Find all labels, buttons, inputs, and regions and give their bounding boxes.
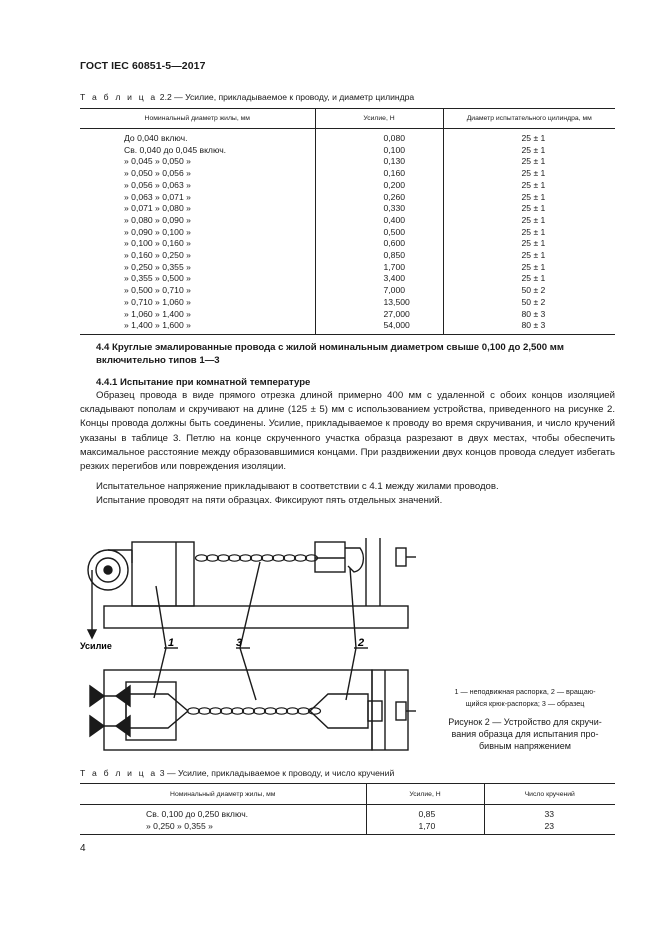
cell-force: 3,400: [315, 273, 443, 285]
wire-link: [262, 555, 274, 561]
wire-link: [298, 708, 310, 714]
cell-diameter: » 1,060 » 1,400 »: [124, 308, 191, 319]
table-header-row: [80, 784, 615, 805]
cell-force: 0,080: [315, 129, 443, 145]
legend-line-1: 1 — неподвижная распорка, 2 — вращаю-: [454, 687, 596, 696]
caption-line-1: Рисунок 2 — Устройство для скручи-: [448, 717, 602, 727]
fixed-spacer-tip: [126, 694, 188, 728]
table-row: [80, 192, 615, 204]
wire-link: [295, 555, 307, 561]
column-header-force: Усилие, Н: [366, 784, 484, 805]
wire-link: [232, 708, 244, 714]
cell-value: 25 ± 1: [443, 203, 615, 215]
cell-diameter: » 0,500 » 0,710 »: [124, 285, 191, 296]
table-row: [80, 250, 615, 262]
table-row: [80, 297, 615, 309]
table-row: [80, 309, 615, 321]
pulley-hub: [104, 566, 112, 574]
paragraph-samples: Испытание проводят на пяти образцах. Фиксируют пять отдельных значений.: [96, 495, 443, 506]
cell-diameter: » 0,050 » 0,056 »: [124, 168, 191, 179]
cell-value: 50 ± 2: [443, 297, 615, 309]
cell-diameter: » 0,090 » 0,100 »: [124, 226, 191, 237]
fixed-spacer-bottom: [126, 682, 176, 740]
hook-spacer-tip: [310, 694, 368, 728]
table-row: [80, 805, 615, 821]
cell-value: 23: [484, 820, 615, 835]
wire-link: [229, 555, 241, 561]
cell-diameter: » 0,250 » 0,355 »: [80, 820, 366, 835]
cell-diameter: » 0,250 » 0,355 »: [124, 261, 191, 272]
figure-2-drawing: [60, 518, 420, 760]
cell-force: 1,700: [315, 262, 443, 274]
wire-link: [207, 555, 219, 561]
rotating-hook: [345, 548, 363, 572]
figure-label-2: 2: [358, 637, 365, 649]
table-3: [80, 783, 615, 835]
cell-diameter: » 0,710 » 1,060 »: [124, 296, 191, 307]
cell-diameter: » 0,355 » 0,500 »: [124, 273, 191, 284]
page-number: 4: [80, 843, 86, 854]
hook-block: [315, 542, 345, 572]
table-row: [80, 320, 615, 334]
cell-diameter: » 0,056 » 0,063 »: [124, 179, 191, 190]
cell-diameter: » 0,063 » 0,071 »: [124, 191, 191, 202]
column-header-twists: Число кручений: [484, 784, 615, 805]
wire-link: [251, 555, 263, 561]
cell-value: 25 ± 1: [443, 238, 615, 250]
table-row: [80, 203, 615, 215]
wire-link: [196, 555, 208, 561]
table-row: [80, 129, 615, 145]
wire-link: [287, 708, 299, 714]
section-4-4-1-heading: 4.4.1 Испытание при комнатной температуре: [96, 377, 311, 388]
table-row: [80, 180, 615, 192]
column-header-diameter: Номинальный диаметр жилы, мм: [80, 109, 315, 129]
cell-force: 0,600: [315, 238, 443, 250]
figure-2-legend: [434, 686, 616, 709]
paragraph-voltage: Испытательное напряжение прикладывают в соответствии с 4.1 между жилами проводов.: [96, 481, 499, 492]
cell-value: 25 ± 1: [443, 192, 615, 204]
wire-link: [188, 708, 200, 714]
cell-value: 25 ± 1: [443, 262, 615, 274]
table-2-2: [80, 108, 615, 335]
cell-force: 0,160: [315, 168, 443, 180]
cell-value: 25 ± 1: [443, 273, 615, 285]
force-label: Усилие: [80, 641, 112, 651]
cell-force: 0,330: [315, 203, 443, 215]
cell-force: 0,260: [315, 192, 443, 204]
cell-force: 54,000: [315, 320, 443, 334]
cell-value: 25 ± 1: [443, 156, 615, 168]
table-row: [80, 227, 615, 239]
table-row: [80, 820, 615, 835]
column-header-cylinder: Диаметр испытательного цилиндра, мм: [443, 109, 615, 129]
caption-line-2: вания образца для испытания про-: [451, 729, 599, 739]
cell-value: 25 ± 1: [443, 180, 615, 192]
column-header-diameter: Номинальный диаметр жилы, мм: [80, 784, 366, 805]
legend-line-2: щийся крюк-распорка; 3 — образец: [465, 698, 585, 708]
cell-value: 33: [484, 805, 615, 821]
table-row: [80, 273, 615, 285]
wire-link: [254, 708, 266, 714]
cell-diameter: » 0,071 » 0,080 »: [124, 203, 191, 214]
table-caption-text: 2.2 — Усилие, прикладываемое к проводу, и диаметр цилиндра: [159, 92, 415, 102]
wire-link: [218, 555, 230, 561]
wire-link: [265, 708, 277, 714]
wire-link: [199, 708, 211, 714]
cell-force: 0,130: [315, 156, 443, 168]
twisted-wire-bottom: [188, 708, 321, 714]
cell-value: 25 ± 1: [443, 168, 615, 180]
cell-force: 0,400: [315, 215, 443, 227]
cell-diameter: » 0,045 » 0,050 »: [124, 156, 191, 167]
table-caption-prefix: Т а б л и ц а: [80, 92, 158, 102]
cell-diameter: » 0,080 » 0,090 »: [124, 214, 191, 225]
table-row: [80, 156, 615, 168]
table-3-caption: [80, 768, 394, 778]
wire-link: [240, 555, 252, 561]
cell-force: 0,200: [315, 180, 443, 192]
base-plate-top: [104, 606, 408, 628]
figure-label-1: 1: [168, 637, 175, 649]
cell-diameter: » 1,400 » 1,600 »: [80, 320, 315, 334]
cell-value: 25 ± 1: [443, 250, 615, 262]
figure-2-caption: [434, 716, 616, 752]
wire-link: [273, 555, 285, 561]
cell-diameter: До 0,040 включ.: [124, 133, 188, 143]
fixed-spacer-block: [132, 542, 194, 606]
wire-link: [221, 708, 233, 714]
wire-link: [210, 708, 222, 714]
cell-force: 0,500: [315, 227, 443, 239]
cell-force: 0,100: [315, 145, 443, 157]
document-header: ГОСТ IEC 60851-5—2017: [80, 60, 206, 72]
cell-force: 1,70: [366, 820, 484, 835]
figure-label-3: 3: [236, 637, 243, 649]
cell-force: 27,000: [315, 309, 443, 321]
table-header-row: [80, 109, 615, 129]
cell-force: 0,85: [366, 805, 484, 821]
cell-force: 7,000: [315, 285, 443, 297]
section-4-4-heading: 4.4 Круглые эмалированные провода с жилой номинальным диаметром свыше 0,100 до 2,500 мм включительно типов 1—3: [96, 342, 564, 366]
caption-line-3: бивным напряжением: [479, 741, 571, 751]
table-row: [80, 285, 615, 297]
column-header-force: Усилие, Н: [315, 109, 443, 129]
cell-value: 50 ± 2: [443, 285, 615, 297]
wire-link: [243, 708, 255, 714]
cell-diameter: » 0,100 » 0,160 »: [124, 238, 191, 249]
table-row: [80, 145, 615, 157]
cell-value: 25 ± 1: [443, 227, 615, 239]
table-2-2-caption: [80, 92, 414, 102]
adjust-screw: [396, 548, 406, 566]
cell-force: 0,850: [315, 250, 443, 262]
wire-link: [276, 708, 288, 714]
table-row: [80, 215, 615, 227]
cell-diameter: » 0,160 » 0,250 »: [124, 250, 191, 261]
cell-value: 25 ± 1: [443, 215, 615, 227]
cell-diameter: Св. 0,040 до 0,045 включ.: [124, 144, 227, 155]
cell-value: 80 ± 3: [443, 320, 615, 334]
table-caption-prefix: Т а б л и ц а: [80, 768, 158, 778]
paragraph-procedure: Образец провода в виде прямого отрезка длиной примерно 400 мм с удаленной с обоих концов изоляцией складывают пополам и скручивают на длине (125 ± 5) мм с использованием устройства, приведенного на рисунке 2. Концы провода должны быть соединены. Усилие, прикладываемое к проводу во время скручивания, и число кручений указаны в таблице 3. Петлю на конце скрученного участка образца разрезают в двух местах, чтобы обеспечить максимальное расстояние между образовавшимися концами. При раздвижении двух концов провода следует избегать резких перегибов или повреждения изоляции.: [80, 390, 615, 473]
cell-value: 25 ± 1: [443, 129, 615, 145]
twisted-wire-top: [196, 555, 318, 561]
table-caption-text: 3 — Усилие, прикладываемое к проводу, и число кручений: [159, 768, 395, 778]
force-arrow: [88, 630, 96, 638]
cell-diameter: Св. 0,100 до 0,250 включ.: [146, 809, 249, 819]
cell-force: 13,500: [315, 297, 443, 309]
cell-value: 80 ± 3: [443, 309, 615, 321]
wire-link: [284, 555, 296, 561]
table-row: [80, 238, 615, 250]
table-row: [80, 262, 615, 274]
cell-value: 25 ± 1: [443, 145, 615, 157]
table-row: [80, 168, 615, 180]
